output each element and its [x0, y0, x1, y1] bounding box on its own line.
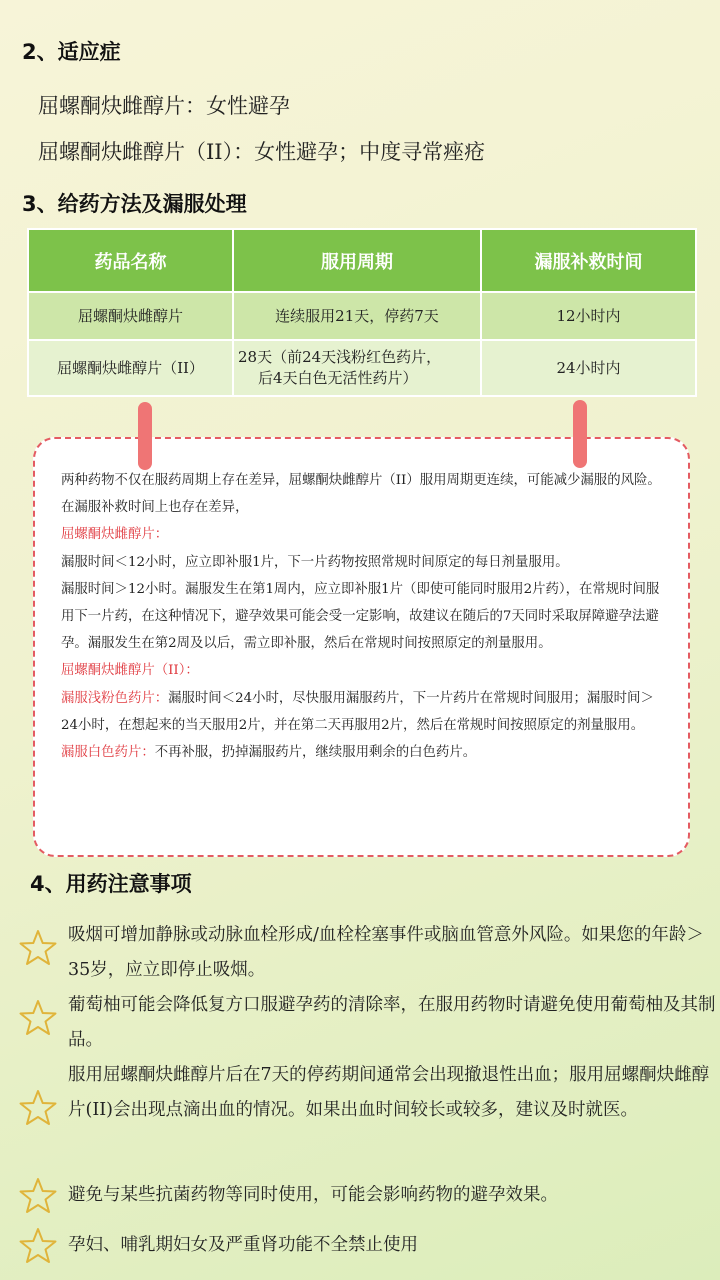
table-row — [28, 292, 696, 340]
tip-bleeding: 服用屈螺酮炔雌醇片后在7天的停药期间通常会出现撤退性出血；服用屈螺酮炔雌醇片(II)会出现点滴出血的情况。如果出血时间较长或较多，建议及时就医。 — [68, 1065, 710, 1120]
cell-cycle — [233, 340, 481, 396]
tip-grapefruit: 葡萄柚可能会降低复方口服避孕药的清除率，在服用药物时请避免使用葡萄柚及其制品。 — [68, 995, 716, 1050]
cell-cycle: 连续服用21天，停药7天 — [233, 292, 481, 340]
note-drug1-paragraph-2: 漏服时间＞12小时。漏服发生在第1周内，应立即补服1片（即使可能同时服用2片药），在常规时间服用下一片药，在这种情况下，避孕效果可能会受一定影响，故建议在随后的7天同时采取屏障避孕法避孕。漏服发生在第2周及以后，需立即补服，然后在常规时间按照原定的剂量服用。 — [61, 581, 660, 652]
note-white-paragraph — [61, 739, 670, 766]
note-white-label: 漏服白色药片： — [61, 745, 155, 761]
header-drug-name: 药品名称 — [28, 229, 233, 292]
missed-dose-note-card — [33, 437, 690, 857]
pin-left — [138, 402, 152, 470]
indication-line-2: 屈螺酮炔雌醇片（II）：女性避孕；中度寻常痤疮 — [38, 140, 486, 164]
tip-contraindications: 孕妇、哺乳期妇女及严重肾功能不全禁止使用 — [68, 1235, 418, 1255]
star-icon — [18, 1226, 58, 1266]
note-drug1-paragraph-1: 漏服时间＜12小时，应立即补服1片，下一片药物按照常规时间原定的每日剂量服用。 — [61, 554, 569, 570]
header-remedy-time: 漏服补救时间 — [481, 229, 696, 292]
tip-antibiotics: 避免与某些抗菌药物等同时使用，可能会影响药物的避孕效果。 — [68, 1185, 558, 1205]
dosage-table — [27, 228, 697, 397]
pin-right — [573, 400, 587, 468]
section-3-title: 3、给药方法及漏服处理 — [22, 192, 247, 216]
table-row — [28, 340, 696, 396]
note-pink-paragraph — [61, 685, 670, 739]
note-pink-text: 漏服时间＜24小时，尽快服用漏服药片，下一片药片在常规时间服用；漏服时间＞24小时，在想起来的当天服用2片，并在第二天再服用2片，然后在常规时间按照原定的剂量服用。 — [61, 690, 654, 733]
note-white-text: 不再补服，扔掉漏服药片，继续服用剩余的白色药片。 — [154, 745, 477, 761]
table-header-row — [28, 229, 696, 292]
note-intro: 两种药物不仅在服药周期上存在差异，屈螺酮炔雌醇片（II）服用周期更连续，可能减少漏服的风险。在漏服补救时间上也存在差异， — [61, 473, 661, 516]
section-4-title: 4、用药注意事项 — [30, 872, 192, 896]
cell-remedy-time: 12小时内 — [481, 292, 696, 340]
cell-cycle-line-2: 后4天白色无活性药片） — [258, 369, 418, 387]
star-icon — [18, 1176, 58, 1216]
header-cycle: 服用周期 — [233, 229, 481, 292]
note-drug2-heading: 屈螺酮炔雌醇片（II）： — [61, 663, 199, 679]
cell-drug-name: 屈螺酮炔雌醇片（II） — [28, 340, 233, 396]
star-icon — [18, 928, 58, 968]
section-2-title: 2、适应症 — [22, 40, 121, 64]
note-pink-label: 漏服浅粉色药片： — [61, 690, 169, 706]
cell-drug-name: 屈螺酮炔雌醇片 — [28, 292, 233, 340]
note-drug1-heading: 屈螺酮炔雌醇片： — [61, 527, 169, 543]
cell-remedy-time: 24小时内 — [481, 340, 696, 396]
indication-line-1: 屈螺酮炔雌醇片：女性避孕 — [38, 94, 290, 118]
tip-smoking: 吸烟可增加静脉或动脉血栓形成/血栓栓塞事件或脑血管意外风险。如果您的年龄＞35岁，应立即停止吸烟。 — [68, 925, 704, 980]
cell-cycle-line-1: 28天（前24天浅粉红色药片， — [238, 348, 442, 366]
star-icon — [18, 1088, 58, 1128]
star-icon — [18, 998, 58, 1038]
